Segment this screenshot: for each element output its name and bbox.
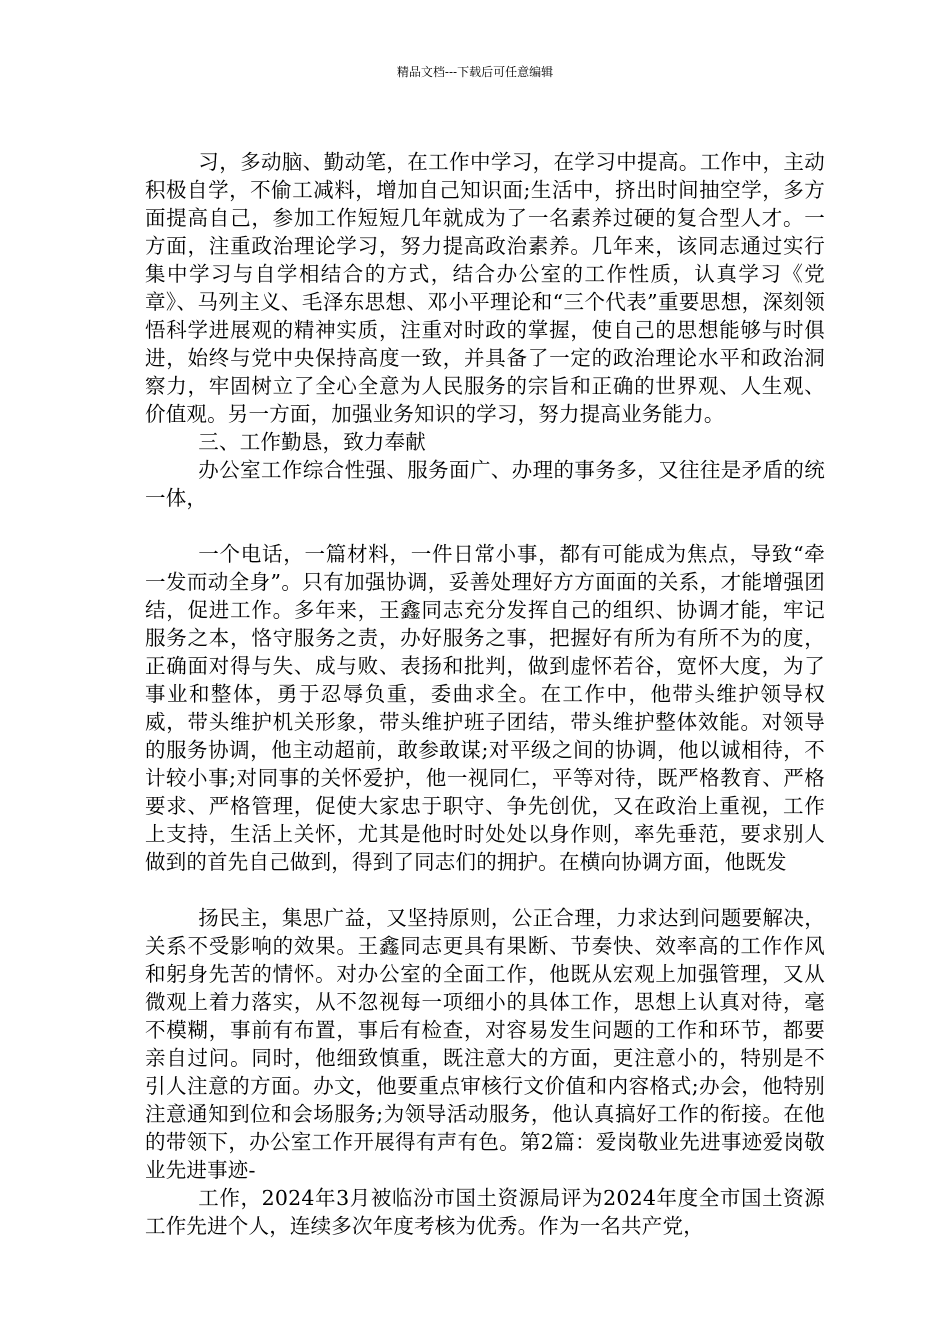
paragraph-coordination: 一个电话，一篇材料，一件日常小事，都有可能成为焦点，导致“牵一发而动全身”。只有加强协调，妥善处理好方方面面的关系，才能增强团结，促进工作。多年来，王鑫同志充分发挥自己的组织、协调才能，牢记服务之本，恪守服务之责，办好服务之事，把握好有所为有所不为的度，正确面对得与失、成与败、表扬和批判，做到虚怀若谷，宽怀大度，为了事业和整体，勇于忍辱负重，委曲求全。在工作中，他带头维护领导权威，带头维护机关形象，带头维护班子团结，带头维护整体效能。对领导的服务协调，他主动超前，敢参敢谋;对平级之间的协调，他以诚相待，不计较小事;对同事的关怀爱护，他一视同仁，平等对待，既严格教育、严格要求、严格管理，促使大家忠于职守、争先创优，又在政治上重视，工作上支持，生活上关怀，尤其是他时时处处以身作则，率先垂范，要求别人做到的首先自己做到，得到了同志们的拥护。在横向协调方面，他既发 (145, 542, 825, 874)
document-body (145, 148, 825, 1240)
paragraph-award: 工作，2024年3月被临汾市国土资源局评为2024年度全市国土资源工作先进个人，连续多次年度考核为优秀。作为一名共产党， (145, 1186, 825, 1238)
page-header: 精品文档---下载后可任意编辑 (396, 65, 554, 79)
paragraph-study: 习，多动脑、勤动笔，在工作中学习，在学习中提高。工作中，主动积极自学，不偷工减料，增加自己知识面;生活中，挤出时间抽空学，多方面提高自己，参加工作短短几年就成为了一名素养过硬的复合型人才。一方面，注重政治理论学习，努力提高政治素养。几年来，该同志通过实行集中学习与自学相结合的方式，结合办公室的工作性质，认真学习《党章》、马列主义、毛泽东思想、邓小平理论和“三个代表”重要思想，深刻领悟科学进展观的精神实质，注重对时政的掌握，使自己的思想能够与时俱进，始终与党中央保持高度一致，并具备了一定的政治理论水平和政治洞察力，牢固树立了全心全意为人民服务的宗旨和正确的世界观、人生观、价值观。另一方面，加强业务知识的学习，努力提高业务能力。 (145, 150, 825, 426)
paragraph-democracy: 扬民主，集思广益，又坚持原则，公正合理，力求达到问题要解决，关系不受影响的效果。王鑫同志更具有果断、节奏快、效率高的工作作风和躬身先苦的情怀。对办公室的全面工作，他既从宏观上加强管理，又从微观上着力落实，从不忽视每一项细小的具体工作，思想上认真对待，毫不模糊，事前有布置，事后有检查，对容易发生问题的工作和环节，都要亲自过问。同时，他细致慎重，既注意大的方面，更注意小的，特别是不引人注意的方面。办文，他要重点审核行文价值和内容格式;办会，他特别注意通知到位和会场服务;为领导活动服务，他认真搞好工作的衔接。在他的带领下，办公室工作开展得有声有色。第2篇：爱岗敬业先进事迹爱岗敬业先进事迹- (145, 906, 825, 1182)
section-heading-three: 三、工作勤恳，致力奉献 (198, 430, 426, 454)
paragraph-office-work: 办公室工作综合性强、服务面广、办理的事务多，又往往是矛盾的统一体， (145, 458, 825, 510)
